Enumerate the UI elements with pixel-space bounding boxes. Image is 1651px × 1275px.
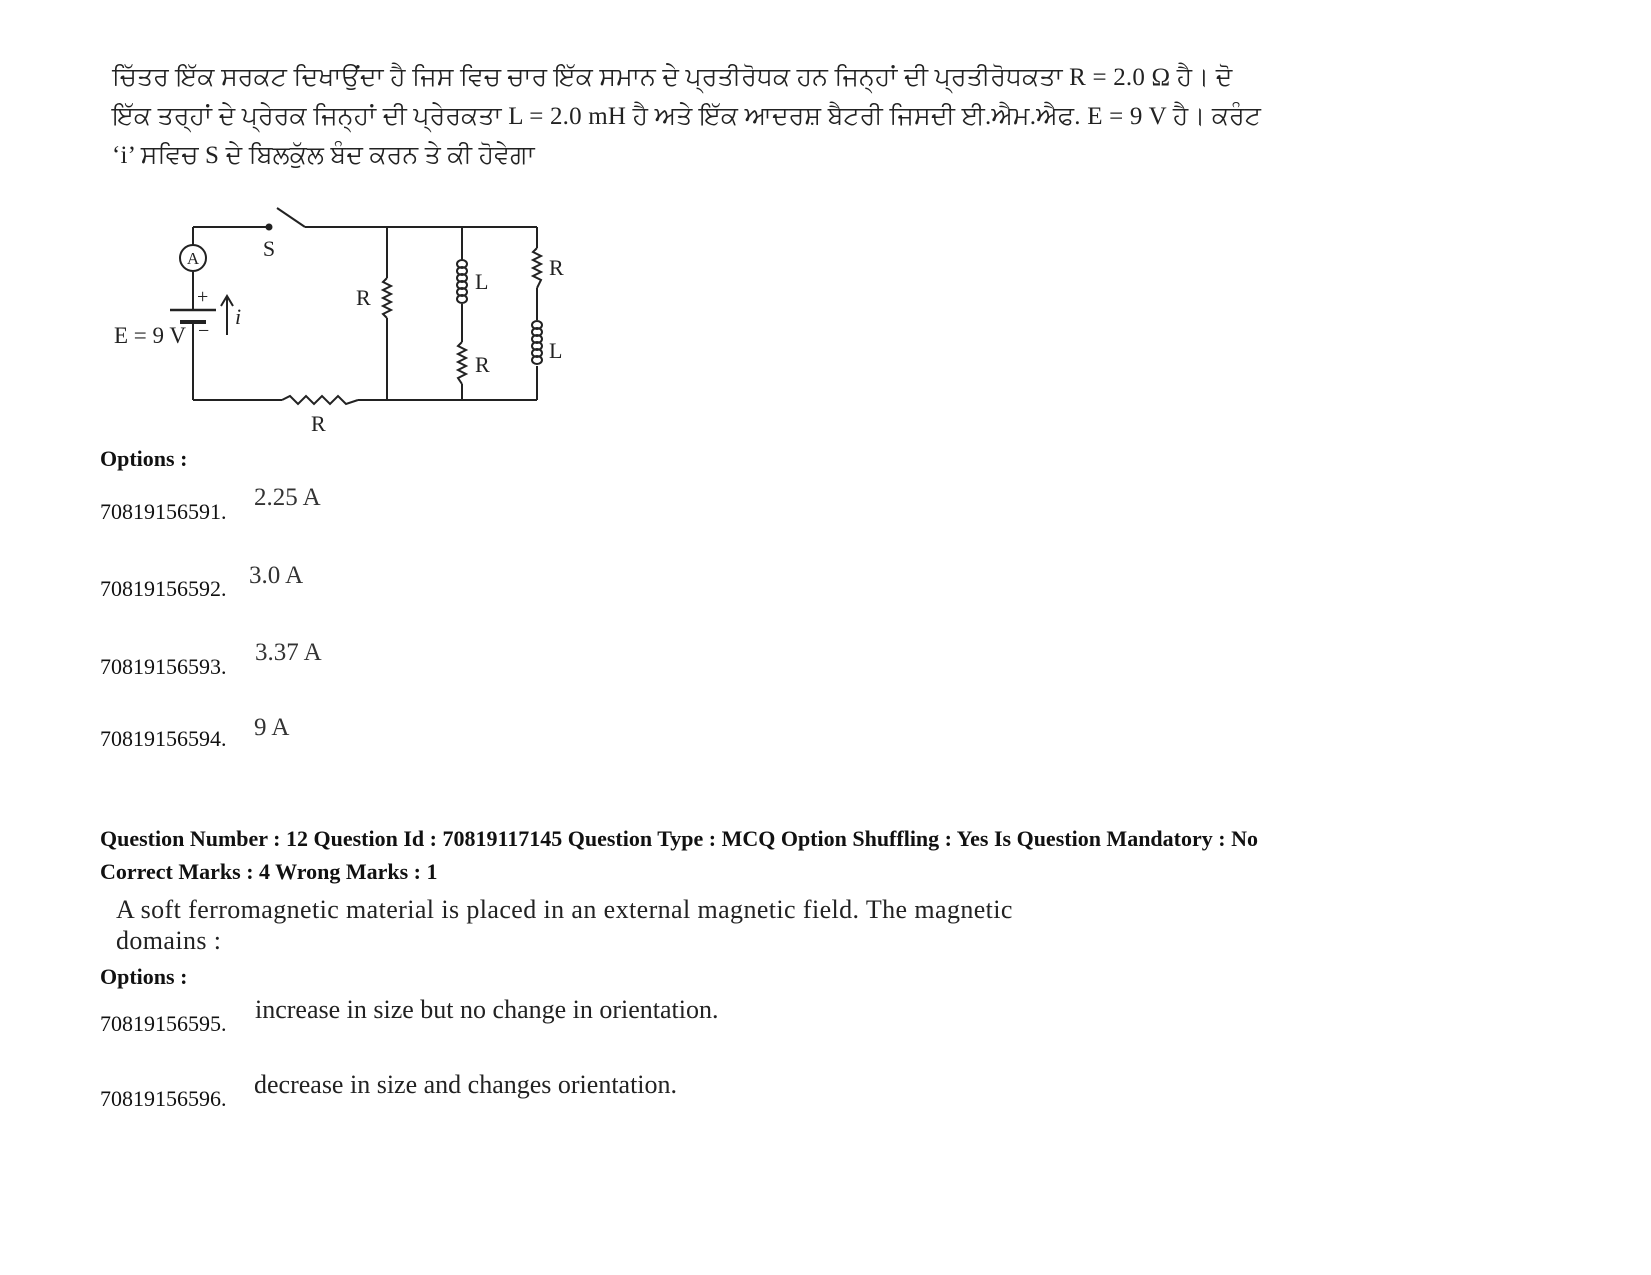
question-text-line: ‘i’ ਸਵਿਚ S ਦੇ ਬਿਲਕੁੱਲ ਬੰਦ ਕਰਨ ਤੇ ਕੀ ਹੋਵੇਗਾ: [112, 142, 535, 169]
option-id: 70819156593.: [100, 654, 227, 679]
inductor-label: L: [549, 338, 563, 363]
circuit-diagram: [100, 200, 620, 450]
resistor-branch-1: [383, 278, 391, 318]
question-marks: Correct Marks : 4 Wrong Marks : 1: [100, 859, 438, 884]
switch-contact: [266, 224, 273, 231]
resistor-branch-2: [458, 342, 466, 384]
resistor-label: R: [356, 285, 371, 310]
switch-label: S: [262, 236, 276, 261]
option-id: 70819156596.: [100, 1086, 227, 1111]
battery-plus: +: [197, 286, 209, 308]
current-label: i: [235, 304, 242, 329]
resistor-label: R: [549, 255, 564, 280]
inductor-label: L: [475, 269, 489, 294]
option-id: 70819156592.: [100, 576, 227, 601]
battery-minus: −: [198, 320, 210, 342]
options-label: Options :: [100, 446, 188, 471]
question-text-line: domains :: [116, 926, 222, 955]
resistor-label: R: [311, 411, 326, 436]
question-text-line: ਚਿੱਤਰ ਇੱਕ ਸਰਕਟ ਦਿਖਾਉਂਦਾ ਹੈ ਜਿਸ ਵਿਚ ਚਾਰ ਇੱਕ ਸਮਾਨ ਦੇ ਪ੍ਰਤੀਰੋਧਕ ਹਨ ਜਿਨ੍ਹਾਂ ਦੀ ਪ੍ਰਤੀਰੋਧਕਤਾ R = 2.0 Ω ਹੈ। ਦੋ: [112, 64, 1233, 91]
question-text-line: A soft ferromagnetic material is placed in an external magnetic field. The magnetic: [116, 895, 1013, 924]
option-value: 3.37 A: [255, 639, 322, 666]
option-value: 9 A: [254, 714, 290, 741]
question-meta: Question Number : 12 Question Id : 70819117145 Question Type : MCQ Option Shuffling : Yes Is Question Mandatory : No: [100, 826, 1258, 851]
option-value: increase in size but no change in orientation.: [255, 995, 719, 1024]
option-id: 70819156594.: [100, 726, 227, 751]
option-value: decrease in size and changes orientation.: [254, 1070, 678, 1099]
resistor-label: R: [475, 352, 490, 377]
option-value: 2.25 A: [254, 484, 321, 511]
inductor-branch-2: [457, 260, 467, 303]
options-label: Options :: [100, 964, 188, 989]
question-text-line: ਇੱਕ ਤਰ੍ਹਾਂ ਦੇ ਪ੍ਰੇਰਕ ਜਿਨ੍ਹਾਂ ਦੀ ਪ੍ਰੇਰਕਤਾ L = 2.0 mH ਹੈ ਅਤੇ ਇੱਕ ਆਦਰਸ਼ ਬੈਟਰੀ ਜਿਸਦੀ ਈ.ਐਮ.ਐਫ. E = 9 V ਹੈ। ਕਰੰਟ: [112, 103, 1262, 130]
option-id: 70819156595.: [100, 1011, 227, 1036]
ammeter-label: A: [186, 249, 200, 268]
resistor-bottom: [282, 396, 358, 404]
option-id: 70819156591.: [100, 499, 227, 524]
battery-emf-label: E = 9 V: [114, 323, 186, 348]
option-value: 3.0 A: [249, 562, 304, 589]
inductor-branch-3: [532, 321, 542, 364]
resistor-branch-3: [533, 248, 541, 288]
